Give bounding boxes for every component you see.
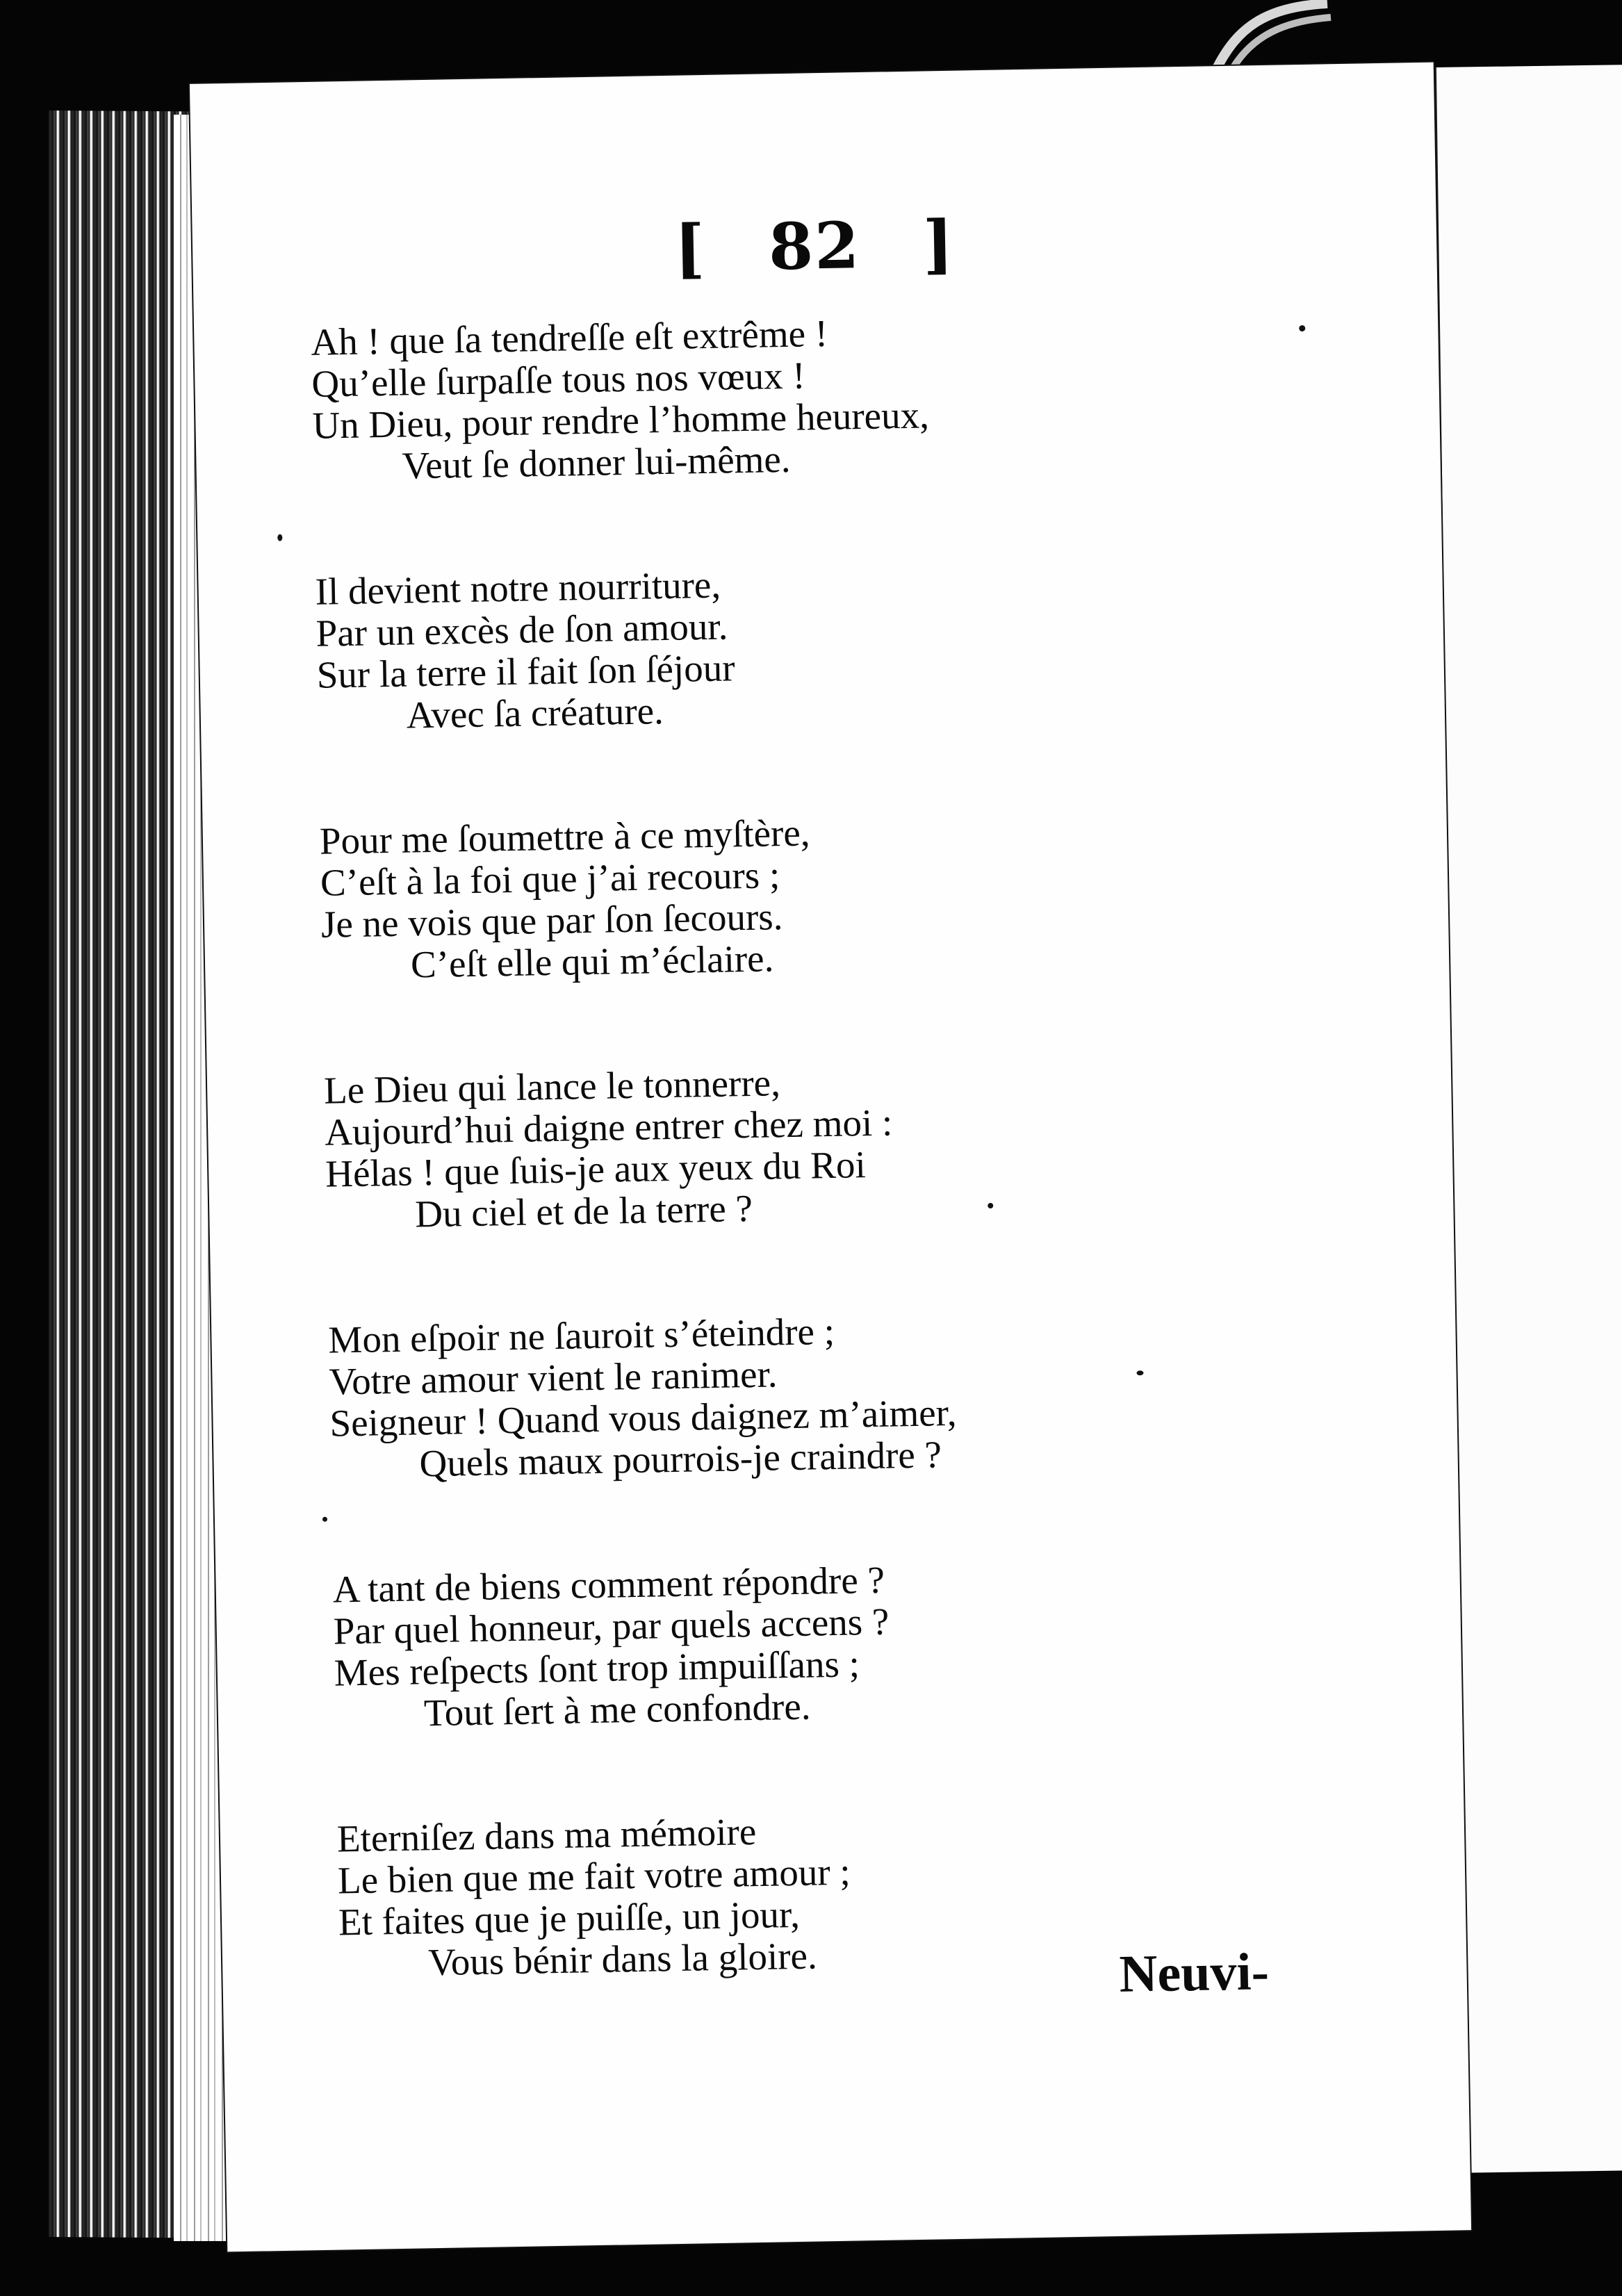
verse-line: C’eſt à la foi que j’ai recours ; — [320, 853, 780, 904]
header-bracket-close: ] — [922, 206, 956, 282]
verse-line: Par un excès de ſon amour. — [316, 605, 728, 655]
verse-line: Eterniſez dans ma mémoire — [336, 1810, 757, 1860]
verse-line: Un Dieu, pour rendre l’homme heureux, — [311, 393, 930, 447]
verse-line: Ah ! que ſa tendreſſe eſt extrême ! — [310, 311, 828, 363]
ink-speck — [277, 534, 282, 541]
verse-line: Le bien que me fait votre amour ; — [337, 1850, 851, 1902]
stanza — [332, 1550, 1377, 1735]
stanza — [315, 553, 1360, 738]
verse-line: Mes reſpects ſont trop impuiſſans ; — [334, 1642, 860, 1694]
verse-line: Par quel honneur, par quels accens ? — [333, 1600, 890, 1653]
poem-body — [311, 304, 1384, 2068]
stanza — [311, 304, 1356, 489]
stanza — [319, 803, 1364, 987]
verse-line-indented: Du ciel et de la terre ? — [414, 1186, 753, 1236]
catchword: Neuvi- — [1118, 1942, 1270, 2003]
verse-line: Sur la terre il fait ſon ſéjour — [316, 646, 735, 696]
page-number: 82 — [768, 208, 862, 285]
stanza — [328, 1301, 1373, 1486]
verse-line-indented: Veut ſe donner lui-même. — [402, 437, 791, 487]
verse-line-indented: Avec ſa créature. — [406, 689, 664, 737]
book-page — [190, 63, 1471, 2252]
page-header — [192, 198, 1437, 295]
verse-line-indented: C’eſt elle qui m’éclaire. — [410, 937, 774, 986]
stanza — [324, 1052, 1369, 1237]
verse-line: Et faites que je puiſſe, un jour, — [338, 1892, 801, 1944]
verse-line: Qu’elle ſurpaſſe tous nos vœux ! — [311, 354, 806, 405]
verse-line-indented: Tout ſert à me confondre. — [423, 1684, 811, 1735]
ink-speck — [1299, 325, 1305, 331]
verse-line: A tant de biens comment répondre ? — [332, 1558, 885, 1611]
verse-line: Mon eſpoir ne ſauroit s’éteindre ; — [327, 1309, 835, 1361]
verse-line: Il devient notre nourriture, — [315, 563, 721, 613]
verse-line: Je ne vois que par ſon ſecours. — [320, 895, 783, 946]
verse-line: Le Dieu qui lance le tonnerre, — [323, 1061, 781, 1112]
ink-speck — [988, 1203, 993, 1208]
verse-line: Pour me ſoumettre à ce myſtère, — [319, 811, 810, 862]
ink-speck — [322, 1517, 327, 1522]
verse-line-indented: Vous bénir dans la gloire. — [427, 1934, 818, 1984]
header-bracket-open: [ — [673, 210, 707, 286]
verse-line: Votre amour vient le ranimer. — [328, 1352, 778, 1403]
verse-line: Aujourd’hui daigne entrer chez moi : — [324, 1101, 893, 1154]
verse-line: Hélas ! que ſuis-je aux yeux du Roi — [325, 1143, 867, 1195]
verse-line-indented: Quels maux pourrois-je craindre ? — [419, 1433, 942, 1485]
verse-line: Seigneur ! Quand vous daignez m’aimer, — [329, 1391, 957, 1445]
